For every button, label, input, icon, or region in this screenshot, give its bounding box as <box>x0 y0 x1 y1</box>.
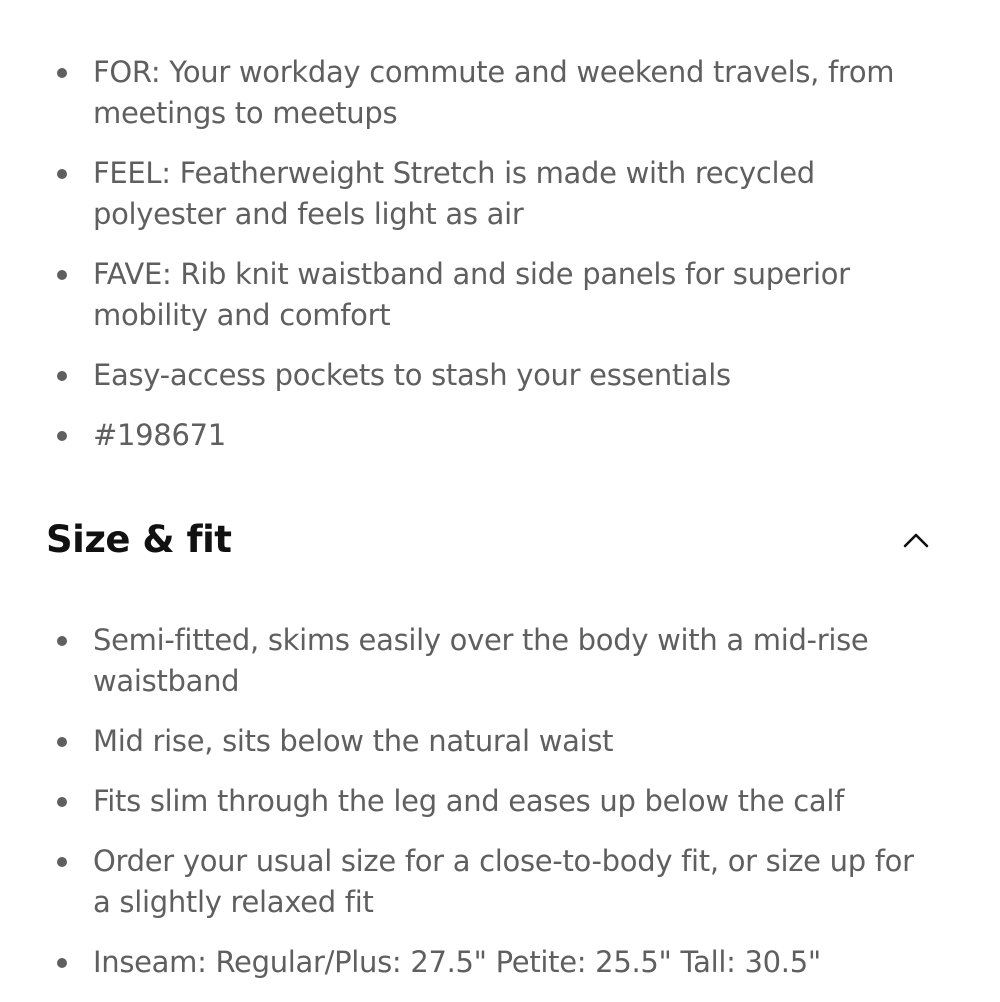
list-item <box>0 841 1000 923</box>
bullet-icon <box>57 68 67 78</box>
bullet-icon <box>57 737 67 747</box>
list-item-text: Easy-access pockets to stash your essentials <box>93 358 731 392</box>
list-item <box>0 254 1000 336</box>
list-item <box>0 355 1000 396</box>
list-item <box>0 781 1000 822</box>
list-item-text: #198671 <box>93 418 226 452</box>
list-item-text: Inseam: Regular/Plus: 27.5" Petite: 25.5" Tall: 30.5" <box>93 945 821 979</box>
size-fit-list <box>0 620 1000 983</box>
bullet-icon <box>57 636 67 646</box>
product-details-section <box>0 52 1000 475</box>
list-item <box>0 52 1000 134</box>
list-item-text: FAVE: Rib knit waistband and side panels for superior mobility and comfort <box>93 257 850 332</box>
list-item-text: FEEL: Featherweight Stretch is made with recycled polyester and feels light as air <box>93 156 815 231</box>
list-item-text: FOR: Your workday commute and weekend travels, from meetings to meetups <box>93 55 895 130</box>
bullet-icon <box>57 431 67 441</box>
size-fit-title: Size & fit <box>46 518 232 561</box>
list-item-text: Order your usual size for a close-to-body fit, or size up for a slightly relaxed fit <box>93 844 914 919</box>
list-item-text: Semi-fitted, skims easily over the body with a mid-rise waistband <box>93 623 869 698</box>
size-fit-section <box>0 620 1000 1002</box>
bullet-icon <box>57 797 67 807</box>
list-item <box>0 942 1000 983</box>
bullet-icon <box>57 169 67 179</box>
size-fit-accordion-header[interactable] <box>0 510 1000 570</box>
list-item <box>0 153 1000 235</box>
chevron-up-icon[interactable] <box>900 528 932 552</box>
bullet-icon <box>57 270 67 280</box>
list-item <box>0 415 1000 456</box>
list-item <box>0 620 1000 702</box>
bullet-icon <box>57 857 67 867</box>
list-item-text: Fits slim through the leg and eases up below the calf <box>93 784 845 818</box>
bullet-icon <box>57 371 67 381</box>
product-details-list <box>0 52 1000 456</box>
list-item <box>0 721 1000 762</box>
list-item-text: Mid rise, sits below the natural waist <box>93 724 614 758</box>
bullet-icon <box>57 958 67 968</box>
